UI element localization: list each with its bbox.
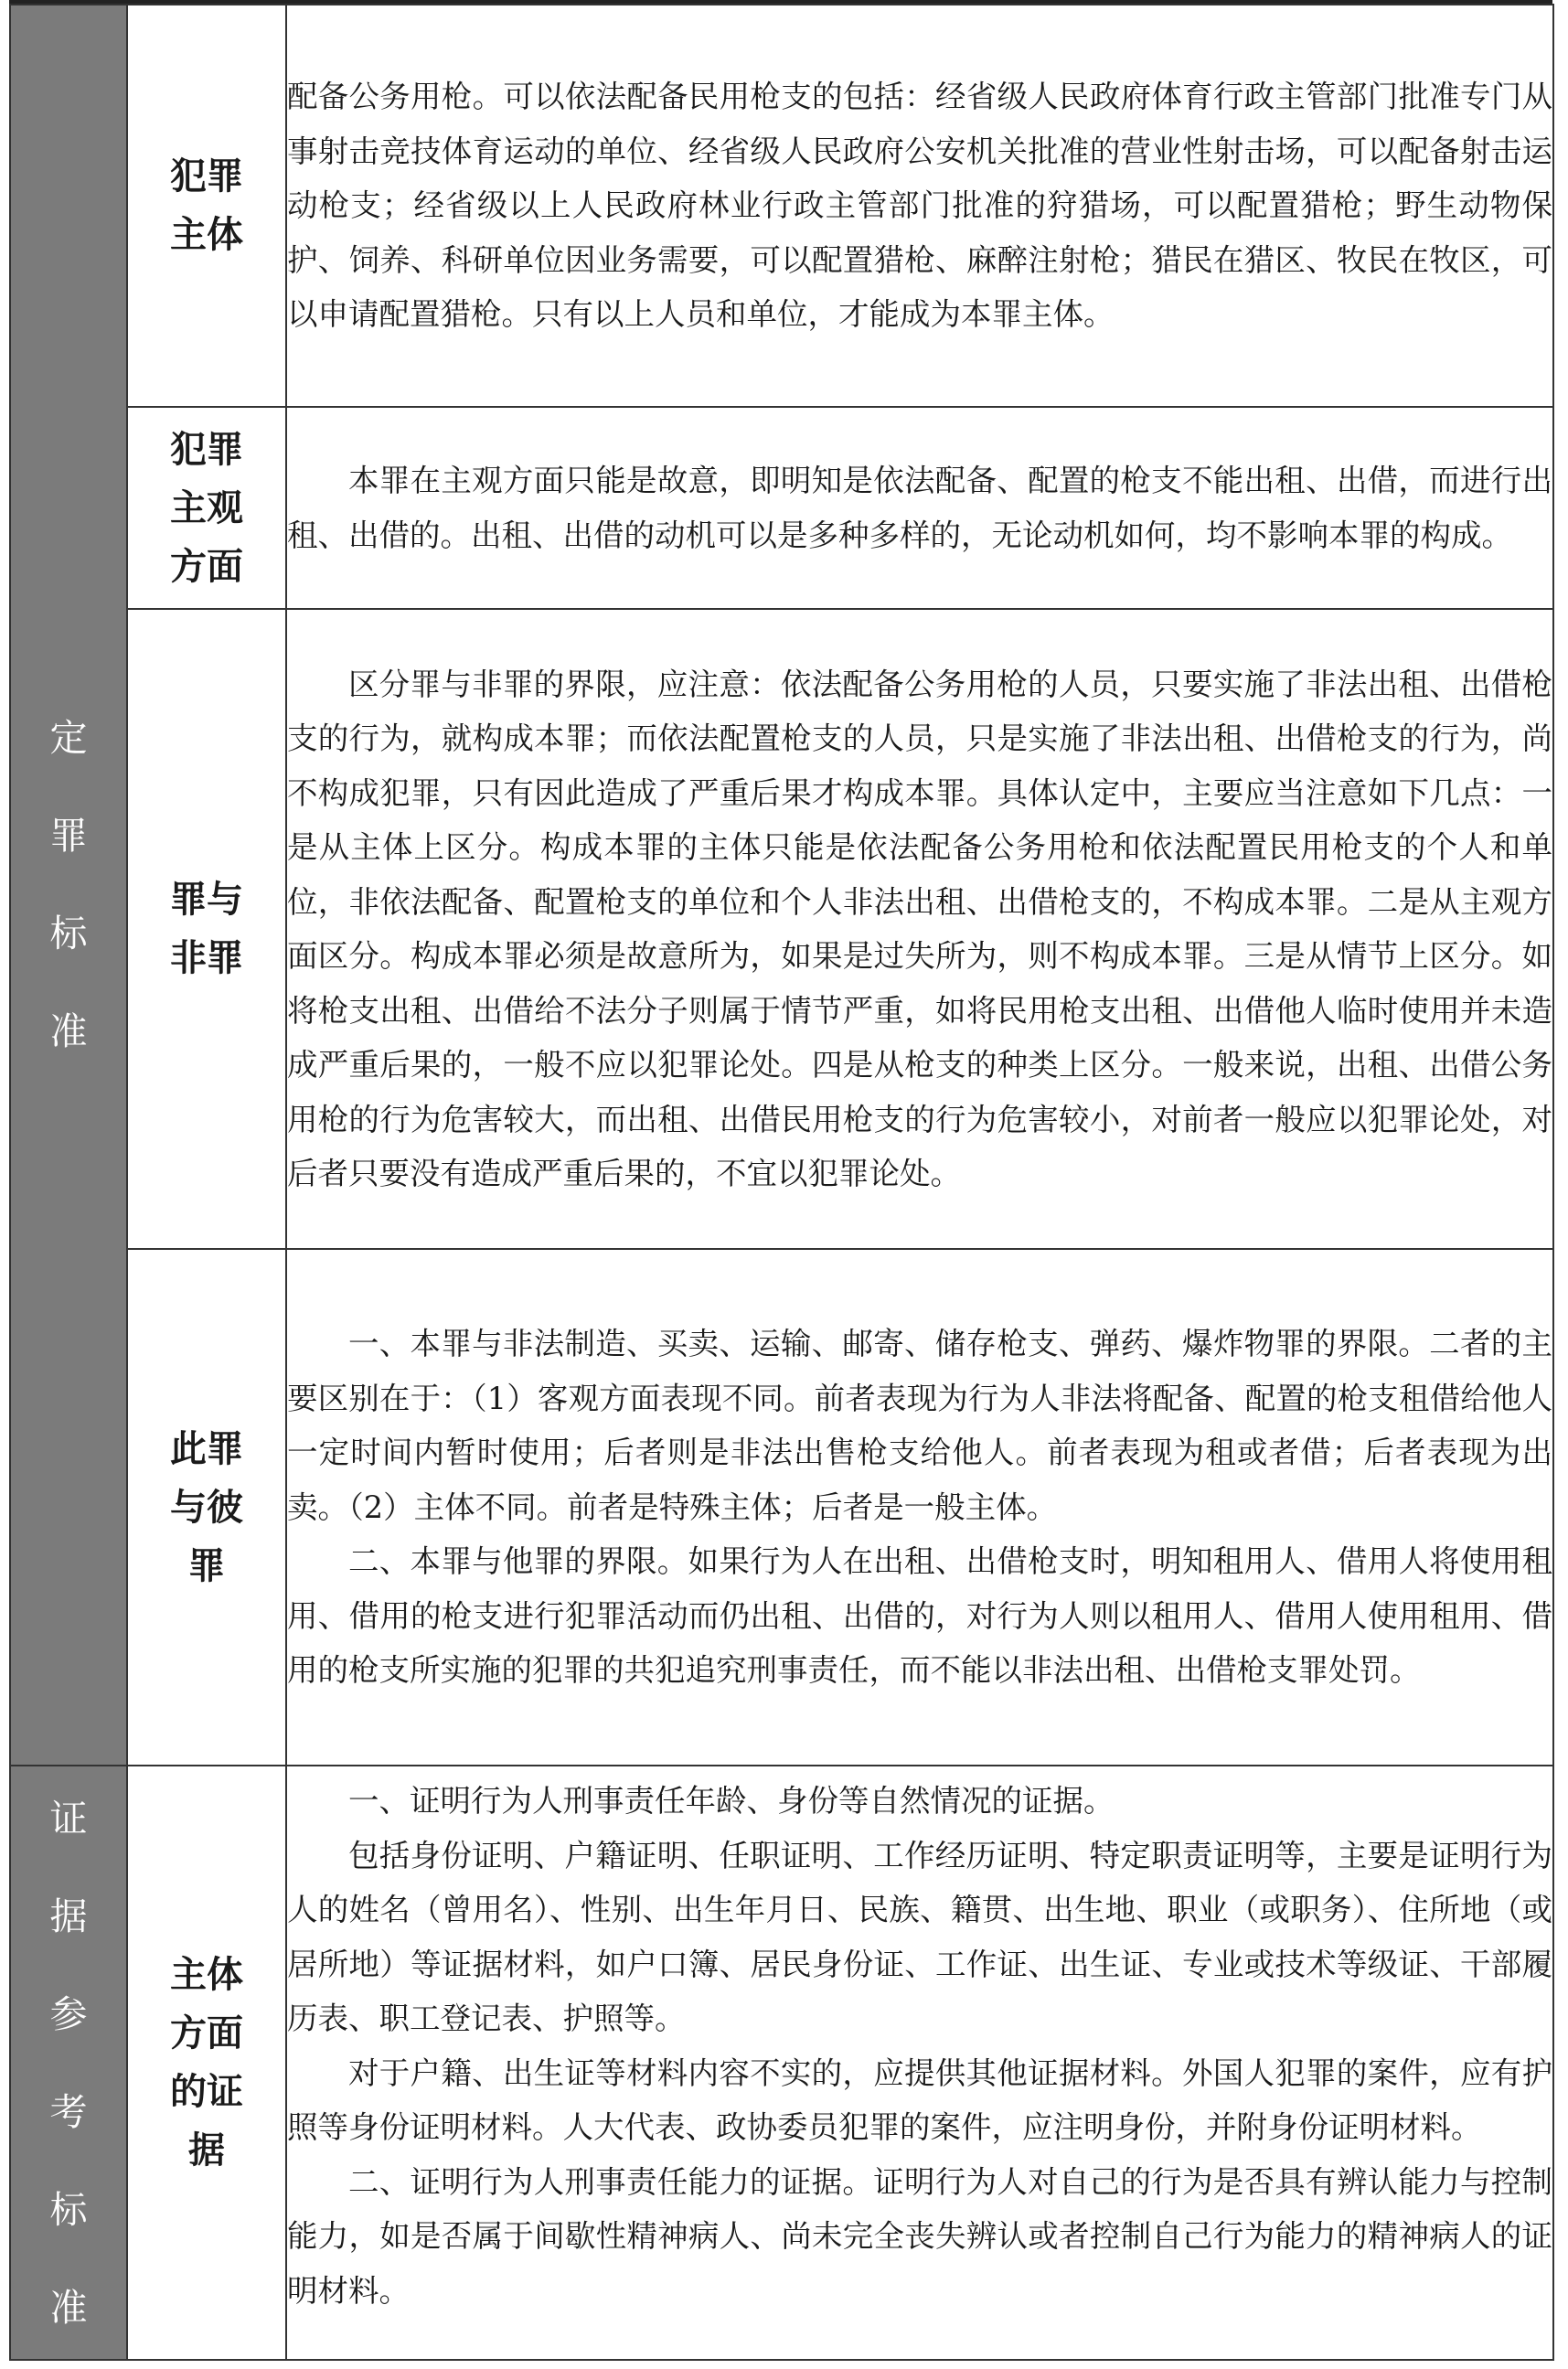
table-row <box>10 407 1553 609</box>
row-heading-text: 罪与非罪 <box>170 879 243 979</box>
table-row <box>10 1766 1553 2360</box>
section-label-evidence-standard <box>10 1766 127 2360</box>
row-content-subject <box>286 5 1553 407</box>
row-content-crime-vs-noncrime <box>286 609 1553 1249</box>
paragraph: 二、证明行为人刑事责任能力的证据。证明行为人对自己的行为是否具有辨认能力与控制能力，如是否属于间歇性精神病人、尚未完全丧失辨认或者控制自己行为能力的精神病人的证明材料。 <box>287 2163 1552 2309</box>
row-heading-subject <box>127 5 286 407</box>
paragraph: 一、本罪与非法制造、买卖、运输、邮寄、储存枪支、弹药、爆炸物罪的界限。二者的主要区别在于：（1）客观方面表现不同。前者表现为行为人非法将配备、配置的枪支租借给他人一定时间内暂时使用；后者则是非法出售枪支给他人。前者表现为租或者借；后者表现为出卖。（2）主体不同。前者是特殊主体；后者是一般主体。 <box>287 1326 1552 1525</box>
row-heading-subject-evidence <box>127 1766 286 2360</box>
row-heading-this-vs-other-crime <box>127 1249 286 1766</box>
section-label-text: 证据参考标准 <box>49 1797 88 2330</box>
paragraph: 对于户籍、出生证等材料内容不实的，应提供其他证据材料。外国人犯罪的案件，应有护照等身份证明材料。人大代表、政协委员犯罪的案件，应注明身份，并附身份证明材料。 <box>287 2054 1552 2145</box>
table-row <box>10 609 1553 1249</box>
section-label-text: 定罪标准 <box>49 716 88 1053</box>
row-content-subject-evidence <box>286 1766 1553 2360</box>
row-content-subjective-aspect <box>286 407 1553 609</box>
section-label-conviction-standard <box>10 5 127 1766</box>
paragraph: 配备公务用枪。可以依法配备民用枪支的包括：经省级人民政府体育行政主管部门批准专门从事射击竞技体育运动的单位、经省级人民政府公安机关批准的营业性射击场，可以配备射击运动枪支；经省级以上人民政府林业行政主管部门批准的狩猎场，可以配置猎枪；野生动物保护、饲养、科研单位因业务需要，可以配置猎枪、麻醉注射枪；猎民在猎区、牧民在牧区，可以申请配置猎枪。只有以上人员和单位，才能成为本罪主体。 <box>287 79 1552 333</box>
legal-standards-table <box>9 4 1554 2361</box>
paragraph: 本罪在主观方面只能是故意，即明知是依法配备、配置的枪支不能出租、出借，而进行出租、出借的。出租、出借的动机可以是多种多样的，无论动机如何，均不影响本罪的构成。 <box>287 463 1552 553</box>
row-content-this-vs-other-crime <box>286 1249 1553 1766</box>
table-row <box>10 1249 1553 1766</box>
paragraph: 区分罪与非罪的界限，应注意：依法配备公务用枪的人员，只要实施了非法出租、出借枪支的行为，就构成本罪；而依法配置枪支的人员，只是实施了非法出租、出借枪支的行为，尚不构成犯罪，只有因此造成了严重后果才构成本罪。具体认定中，主要应当注意如下几点：一是从主体上区分。构成本罪的主体只能是依法配备公务用枪和依法配置民用枪支的个人和单位，非依法配备、配置枪支的单位和个人非法出租、出借枪支的，不构成本罪。二是从主观方面区分。构成本罪必须是故意所为，如果是过失所为，则不构成本罪。三是从情节上区分。如将枪支出租、出借给不法分子则属于情节严重，如将民用枪支出租、出借他人临时使用并未造成严重后果的，一般不应以犯罪论处。四是从枪支的种类上区分。一般来说，出租、出借公务用枪的行为危害较大，而出租、出借民用枪支的行为危害较小，对前者一般应以犯罪论处，对后者只要没有造成严重后果的，不宜以犯罪论处。 <box>287 666 1552 1191</box>
row-heading-text: 主体方面的证据 <box>170 1954 243 2172</box>
row-heading-crime-vs-noncrime <box>127 609 286 1249</box>
table-row <box>10 5 1553 407</box>
paragraph: 一、证明行为人刑事责任年龄、身份等自然情况的证据。 <box>348 1783 1115 1819</box>
row-heading-text: 犯罪主体 <box>170 155 243 256</box>
paragraph: 包括身份证明、户籍证明、任职证明、工作经历证明、特定职责证明等，主要是证明行为人的姓名（曾用名）、性别、出生年月日、民族、籍贯、出生地、职业（或职务）、住所地（或居所地）等证据材料，如户口簿、居民身份证、工作证、出生证、专业或技术等级证、干部履历表、职工登记表、护照等。 <box>287 1837 1552 2036</box>
row-heading-text: 犯罪主观方面 <box>170 428 243 588</box>
paragraph: 二、本罪与他罪的界限。如果行为人在出租、出借枪支时，明知租用人、借用人将使用租用、借用的枪支进行犯罪活动而仍出租、出借的，对行为人则以租用人、借用人使用租用、借用的枪支所实施的犯罪的共犯追究刑事责任，而不能以非法出租、出借枪支罪处罚。 <box>287 1543 1552 1689</box>
row-heading-subjective-aspect <box>127 407 286 609</box>
row-heading-text: 此罪与彼罪 <box>170 1427 243 1587</box>
